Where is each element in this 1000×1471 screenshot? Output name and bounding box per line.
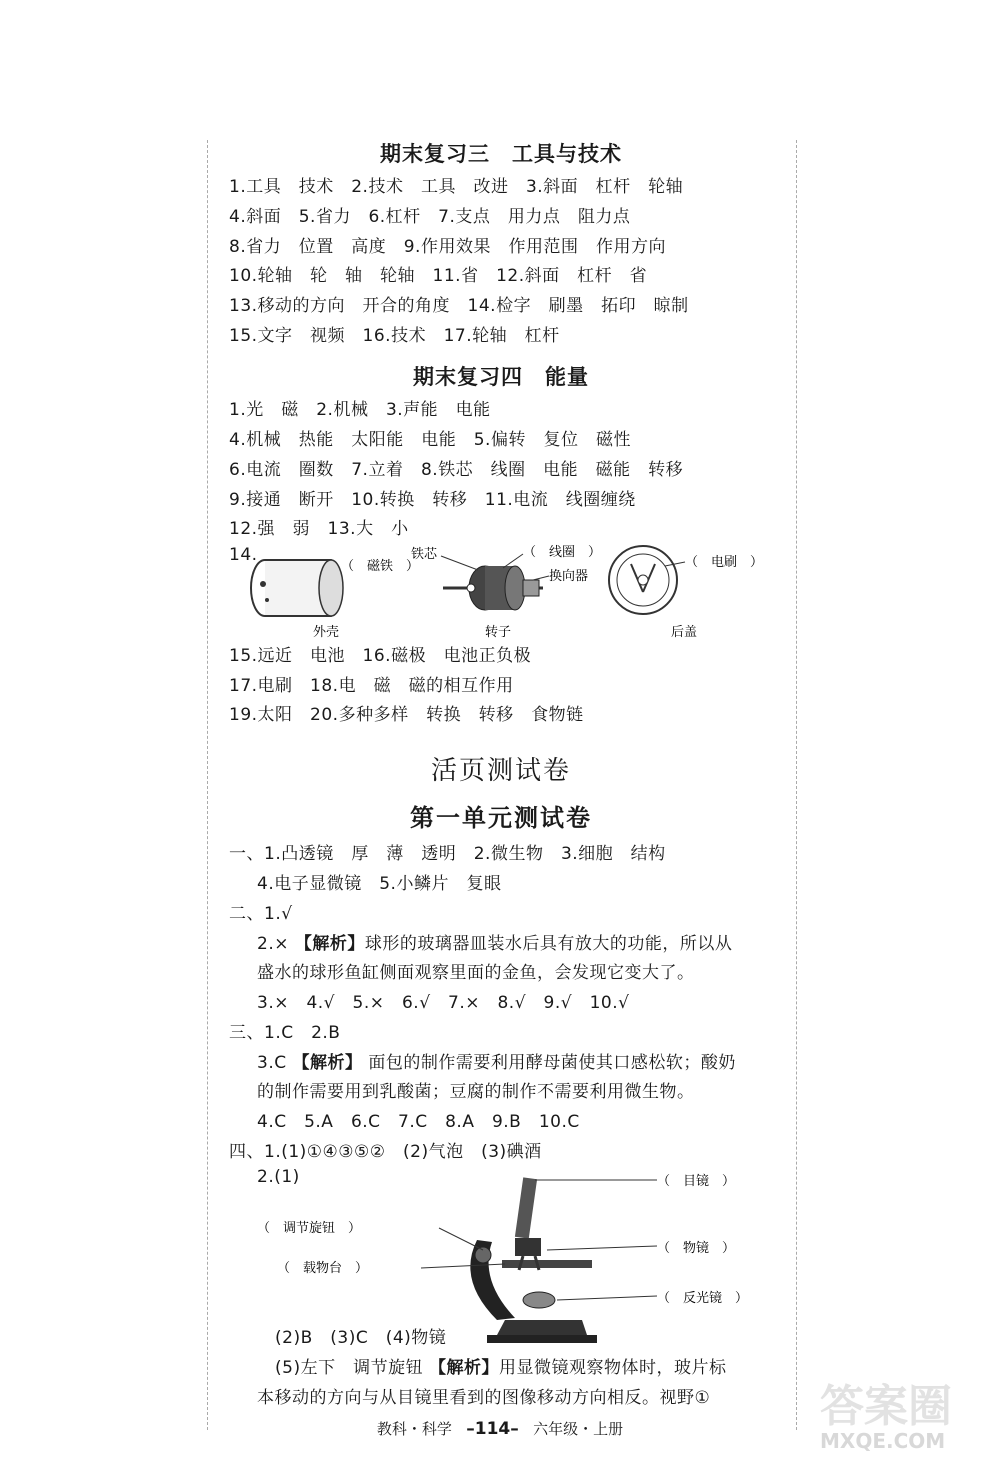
label-brush: （ 电刷 ） (685, 555, 764, 570)
label-objective: （ 物镜 ） (657, 1241, 736, 1256)
unit1-line-7: 三、1.C 2.B (229, 1023, 341, 1043)
unit1-line-15: 本移动的方向与从目镜里看到的图像移动方向相反。视野① (257, 1388, 711, 1408)
review3-title: 期末复习三 工具与技术 (380, 142, 622, 166)
unit1-q5-answer: (5)左下 调节旋钮 (275, 1358, 424, 1378)
unit1-line-2: 4.电子显微镜 5.小鳞片 复眼 (257, 874, 502, 894)
microscope-drawing (470, 1177, 597, 1343)
label-eyepiece: （ 目镜 ） (657, 1174, 736, 1189)
review3-line-1: 1.工具 技术 2.技术 工具 改进 3.斜面 杠杆 轮轴 (229, 177, 684, 197)
review4-line-5: 12.强 弱 13.大 小 (229, 519, 409, 539)
motor-cover-drawing (609, 546, 677, 614)
unit1-q5-analysis: 用显微镜观察物体时，玻片标 (499, 1358, 727, 1378)
unit1-line-14 (275, 1353, 727, 1378)
review4-line-8: 19.太阳 20.多种多样 转换 转移 食物链 (229, 705, 584, 725)
review3-line-2: 4.斜面 5.省力 6.杠杆 7.支点 用力点 阻力点 (229, 207, 631, 227)
unit1-line-1: 一、1.凸透镜 厚 薄 透明 2.微生物 3.细胞 结构 (229, 844, 666, 864)
unit1-line-5: 盛水的球形鱼缸侧面观察里面的金鱼，会发现它变大了。 (257, 963, 695, 983)
label-magnet: （ 磁铁 ） (341, 559, 420, 574)
label-shell: 外壳 (313, 625, 340, 640)
motor-parts-figure (223, 540, 793, 640)
q14-number: 14. (229, 545, 258, 565)
label-mirror: （ 反光镜 ） (657, 1291, 749, 1306)
unit1-line-12: 2.(1) (257, 1167, 300, 1187)
review3-line-4: 10.轮轴 轮 轴 轮轴 11.省 12.斜面 杠杆 省 (229, 266, 648, 286)
unit1-line-9: 的制作需要用到乳酸菌；豆腐的制作不需要利用微生物。 (257, 1082, 695, 1102)
unit1-q3-analysis: 面包的制作需要利用酵母菌使其口感松软；酸奶 (368, 1053, 736, 1073)
label-coil: （ 线圈 ） (523, 545, 602, 560)
unit1-q3-answer: 3.C (257, 1053, 287, 1073)
review3-line-3: 8.省力 位置 高度 9.作用效果 作用范围 作用方向 (229, 237, 666, 257)
review3-line-6: 15.文字 视频 16.技术 17.轮轴 杠杆 (229, 326, 560, 346)
unit1-line-11: 四、1.(1)①④③⑤② (2)气泡 (3)碘酒 (229, 1142, 542, 1162)
unit1-q2-analysis: 球形的玻璃器皿装水后具有放大的功能，所以从 (364, 934, 733, 954)
unit1-line-3: 二、1.√ (229, 904, 293, 924)
label-core: 铁芯 (411, 547, 438, 562)
review4-line-6: 15.远近 电池 16.磁极 电池正负极 (229, 646, 532, 666)
review4-title: 期末复习四 能量 (413, 365, 589, 389)
review4-line-1: 1.光 磁 2.机械 3.声能 电能 (229, 400, 491, 420)
answer-column (205, 130, 797, 1440)
label-cover: 后盖 (671, 625, 698, 640)
review4-line-7: 17.电刷 18.电 磁 磁的相互作用 (229, 676, 514, 696)
review4-line-3: 6.电流 圈数 7.立着 8.铁芯 线圈 电能 磁能 转移 (229, 460, 684, 480)
analysis-tag: 【解析】 (294, 934, 365, 954)
unit1-line-10: 4.C 5.A 6.C 7.C 8.A 9.B 10.C (257, 1112, 580, 1132)
microscope-figure (257, 1160, 749, 1345)
label-knob: （ 调节旋钮 ） (257, 1221, 362, 1236)
unit1-line-13: (2)B (3)C (4)物镜 (275, 1328, 447, 1348)
footer-subject: 教科・科学 (376, 1420, 452, 1438)
review4-line-2: 4.机械 热能 太阳能 电能 5.偏转 复位 磁性 (229, 430, 631, 450)
unit1-title: 第一单元测试卷 (410, 804, 592, 832)
unit1-line-8 (257, 1048, 736, 1073)
unit1-line-6: 3.× 4.√ 5.× 6.√ 7.× 8.√ 9.√ 10.√ (257, 993, 630, 1013)
analysis-tag: 【解析】 (292, 1053, 363, 1073)
unit1-line-4 (257, 929, 732, 954)
motor-rotor-drawing (443, 566, 543, 610)
watermark-logo-text: 答案圈 (820, 1381, 952, 1432)
watermark (820, 1381, 1000, 1471)
label-commutator: 换向器 (549, 569, 589, 584)
section-title: 活页测试卷 (430, 756, 571, 786)
unit1-q2-answer: 2.× (257, 934, 289, 954)
label-rotor: 转子 (485, 625, 512, 640)
review3-line-5: 13.移动的方向 开合的角度 14.检字 刷墨 拓印 晾制 (229, 296, 689, 316)
motor-shell-drawing (251, 560, 343, 616)
review4-line-4: 9.接通 断开 10.转换 转移 11.电流 线圈缠绕 (229, 490, 636, 510)
analysis-tag: 【解析】 (429, 1358, 499, 1378)
page-number: –114– (466, 1419, 519, 1439)
label-stage: （ 载物台 ） (277, 1261, 369, 1276)
watermark-url: MXQE.COM (820, 1429, 946, 1453)
footer-grade: 六年级・上册 (533, 1420, 624, 1438)
